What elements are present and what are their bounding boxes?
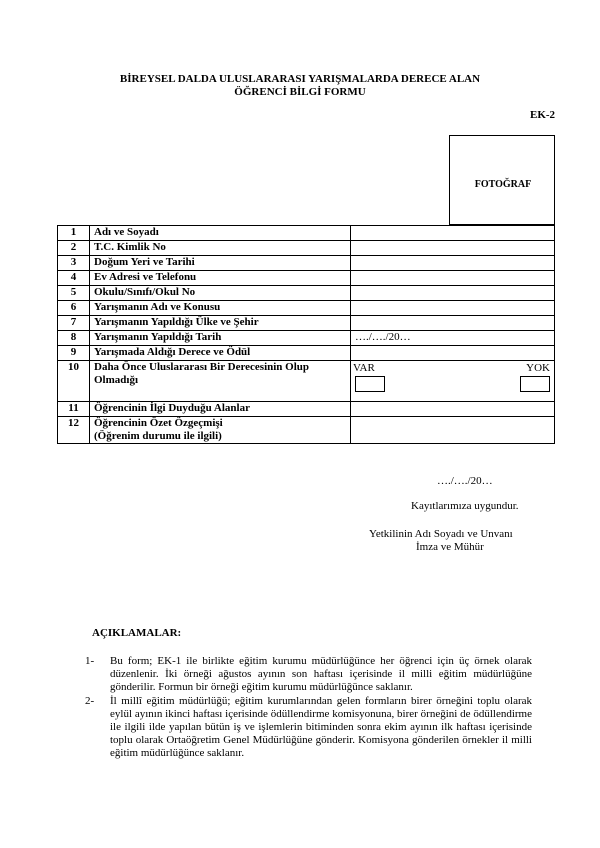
id-number-field[interactable] bbox=[351, 241, 555, 256]
row-number: 7 bbox=[58, 316, 90, 331]
row-label-line1: Öğrencinin Özet Özgeçmişi bbox=[94, 417, 223, 429]
address-phone-field[interactable] bbox=[351, 271, 555, 286]
prior-degree-cell bbox=[351, 361, 555, 402]
row-number: 2 bbox=[58, 241, 90, 256]
row-label: Doğum Yeri ve Tarihi bbox=[90, 256, 351, 271]
row-label bbox=[90, 417, 351, 444]
competition-name-field[interactable] bbox=[351, 301, 555, 316]
explanations-heading: AÇIKLAMALAR: bbox=[92, 627, 182, 639]
competition-date-field[interactable]: …./…./20… bbox=[351, 331, 555, 346]
student-info-table bbox=[57, 225, 555, 444]
row-number: 5 bbox=[58, 286, 90, 301]
list-item-text: Bu form; EK-1 ile birlikte eğitim kurumu müdürlüğünce her öğrenci için üç örnek olarak düzenlenir. İki örneği ağustos ayının son haftası içerisinde il milli eğitim müdürlüğüne gönderilir. Formun bir örneği eğitim kurumu müdürlüğünce saklanır. bbox=[110, 655, 532, 693]
row-number: 8 bbox=[58, 331, 90, 346]
row-number: 4 bbox=[58, 271, 90, 286]
form-title-line2: ÖĞRENCİ BİLGİ FORMU bbox=[234, 86, 366, 98]
resume-field[interactable] bbox=[351, 417, 555, 444]
table-row bbox=[58, 417, 555, 444]
photo-label: FOTOĞRAF bbox=[474, 179, 532, 190]
row-label: Daha Önce Uluslararası Bir Derecesinin Olup Olmadığı bbox=[90, 361, 351, 402]
row-number: 1 bbox=[58, 226, 90, 241]
officer-name-title: Yetkilinin Adı Soyadı ve Unvanı bbox=[369, 528, 513, 540]
row-label: Ev Adresi ve Telefonu bbox=[90, 271, 351, 286]
photo-box[interactable] bbox=[449, 135, 555, 225]
annex-label: EK-2 bbox=[530, 109, 556, 121]
table-row bbox=[58, 331, 555, 346]
table-row bbox=[58, 241, 555, 256]
row-number: 11 bbox=[58, 402, 90, 417]
row-label: Yarışmanın Adı ve Konusu bbox=[90, 301, 351, 316]
table-row bbox=[58, 402, 555, 417]
birth-place-date-field[interactable] bbox=[351, 256, 555, 271]
list-item-text: İl millî eğitim müdürlüğü; eğitim kurumlarından gelen formların birer örneğini toplu olarak eylül ayının ikinci haftası içerisinde ödüllendirme komisyonuna, birer örneğini de ödüllendirme ile ilgili ilde yapılan bütün iş ve işlemlerin bitiminden sonra ekim ayının ilk haftası içerisinde toplu olarak Ortaöğretim Genel Müdürlüğüne gönderir. Komisyona gönderilen örnekler il milli eğitim müdürlüğünce saklanır. bbox=[110, 695, 532, 759]
country-city-field[interactable] bbox=[351, 316, 555, 331]
table-row bbox=[58, 346, 555, 361]
table-row bbox=[58, 271, 555, 286]
yok-label: YOK bbox=[526, 362, 550, 374]
yok-checkbox[interactable] bbox=[520, 376, 550, 392]
list-item bbox=[85, 655, 532, 694]
records-confirmation: Kayıtlarımıza uygundur. bbox=[411, 500, 519, 512]
list-item-number: 1- bbox=[85, 655, 95, 667]
var-checkbox[interactable] bbox=[355, 376, 385, 392]
degree-award-field[interactable] bbox=[351, 346, 555, 361]
list-item-number: 2- bbox=[85, 695, 95, 707]
row-label-line2: (Öğrenim durumu ile ilgili) bbox=[94, 430, 222, 442]
row-number: 9 bbox=[58, 346, 90, 361]
table-row bbox=[58, 286, 555, 301]
row-label: Yarışmanın Yapıldığı Ülke ve Şehir bbox=[90, 316, 351, 331]
school-class-field[interactable] bbox=[351, 286, 555, 301]
row-label: Öğrencinin İlgi Duyduğu Alanlar bbox=[90, 402, 351, 417]
form-title bbox=[0, 73, 600, 99]
signature-date: …./…./20… bbox=[437, 475, 493, 487]
table-row bbox=[58, 256, 555, 271]
list-item bbox=[85, 695, 532, 760]
row-label: Yarışmada Aldığı Derece ve Ödül bbox=[90, 346, 351, 361]
row-label: Adı ve Soyadı bbox=[90, 226, 351, 241]
name-field[interactable] bbox=[351, 226, 555, 241]
explanations-list bbox=[85, 655, 532, 761]
row-number: 10 bbox=[58, 361, 90, 402]
row-number: 3 bbox=[58, 256, 90, 271]
table-row bbox=[58, 316, 555, 331]
table-row bbox=[58, 361, 555, 402]
form-title-line1: BİREYSEL DALDA ULUSLARARASI YARIŞMALARDA DERECE ALAN bbox=[119, 73, 481, 85]
table-row bbox=[58, 226, 555, 241]
row-label: T.C. Kimlik No bbox=[90, 241, 351, 256]
row-number: 12 bbox=[58, 417, 90, 444]
var-yok-group bbox=[351, 361, 554, 401]
row-label: Yarışmanın Yapıldığı Tarih bbox=[90, 331, 351, 346]
interests-field[interactable] bbox=[351, 402, 555, 417]
table-row bbox=[58, 301, 555, 316]
row-label: Okulu/Sınıfı/Okul No bbox=[90, 286, 351, 301]
sign-and-seal: İmza ve Mühür bbox=[416, 541, 484, 553]
var-label: VAR bbox=[353, 362, 375, 374]
row-number: 6 bbox=[58, 301, 90, 316]
